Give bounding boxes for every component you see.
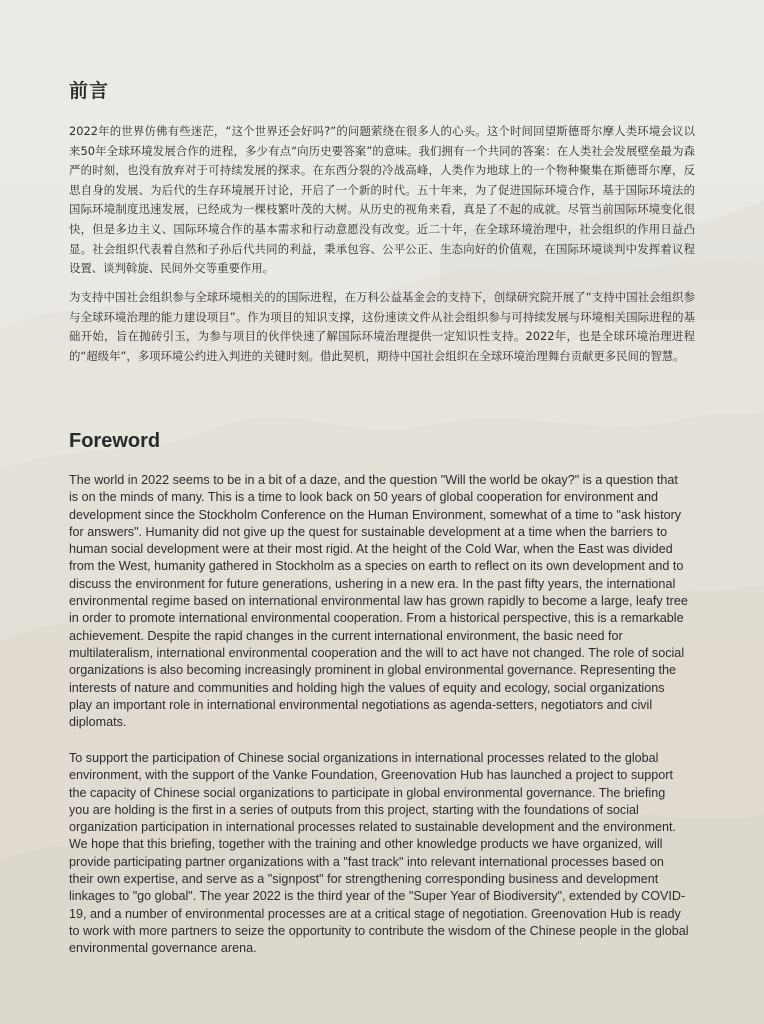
english-heading: Foreword (69, 430, 161, 452)
chinese-paragraph-1: 2022年的世界仿佛有些迷茫，“这个世界还会好吗?”的问题萦绕在很多人的心头。这个时间回望斯德哥尔摩人类环境会议以来50年全球环境发展合作的进程，多少有点“向历史要答案”的意味。我们拥有一个共同的答案：在人类社会发展壁垒最为森严的时刻，也没有放弃对于可持续发展的探求。在东西分裂的冷战高峰，人类作为地球上的一个物种聚集在斯德哥尔摩，反思自身的发展、为后代的生存环境展开讨论，开启了一个新的时代。五十年来，为了促进国际环境合作，基于国际环境法的国际环境制度迅速发展，已经成为一棵枝繁叶茂的大树。从历史的视角来看，真是了不起的成就。尽管当前国际环境变化很快，但是多边主义、国际环境合作的基本需求和行动意愿没有改变。近二十年，在全球环境治理中，社会组织的作用日益凸显。社会组织代表着自然和子孙后代共同的利益，秉承包容、公平公正、生态向好的价值观，在国际环境谈判中发挥着议程设置、谈判斡旋、民间外交等重要作用。 (69, 124, 695, 276)
chinese-paragraph-2: 为支持中国社会组织参与全球环境相关的的国际进程，在万科公益基金会的支持下，创绿研究院开展了“支持中国社会组织参与全球环境治理的能力建设项目”。作为项目的知识支撑，这份速读文件从社会组织参与可持续发展与环境相关国际进程的基础开始，旨在抛砖引玉，为参与项目的伙伴快速了解国际环境治理提供一定知识性支持。2022年，也是全球环境治理进程的“超级年”，多项环境公约进入判进的关键时刻。借此契机，期待中国社会组织在全球环境治理舞台贡献更多民间的智慧。 (69, 290, 695, 363)
chinese-heading: 前言 (69, 80, 110, 102)
english-paragraph-1: The world in 2022 seems to be in a bit of a daze, and the question "Will the world be okay?" is a question that is on the minds of many. This is a time to look back on 50 years of global cooperation for environment and development since the Stockholm Conference on the Human Environment, somewhat of a time to "ask history for answers". Humanity did not give up the quest for sustainable development at a time when the barriers to human social development were at their most rigid. At the height of the Cold War, when the East was divided from the West, humanity gathered in Stockholm as a species on earth to reflect on its own development and to discuss the environment for future generations, ushering in a new era. In the past fifty years, the international environmental regime based on international environmental law has grown rapidly to become a large, leafy tree in order to promote international environmental cooperation. From a historical perspective, this is a remarkable achievement. Despite the rapid changes in the current international environment, the basic need for multilateralism, international environmental cooperation and the will to act have not changed. The role of social organizations is also becoming increasingly prominent in global environmental governance. Representing the interests of nature and communities and holding high the values of equity and ecology, social organizations play an important role in international environmental negotiations as agenda-setters, negotiators and civil diplomats. (69, 473, 688, 730)
english-paragraph-2: To support the participation of Chinese social organizations in international processes related to the global environment, with the support of the Vanke Foundation, Greenovation Hub has launched a project to support the capacity of Chinese social organizations to participate in global environmental governance. The briefing you are holding is the first in a series of outputs from this project, starting with the foundations of social organization participation in international processes related to sustainable development and the environment. We hope that this briefing, together with the training and other knowledge products we have organized, will provide participating partner organizations with a "fast track" into relevant international processes based on their own expertise, and serve as a "signpost" for strengthening corresponding business and development linkages to "go global". The year 2022 is the third year of the "Super Year of Biodiversity", extended by COVID-19, and a number of environmental processes are at a critical stage of negotiation. Greenovation Hub is ready to work with more partners to seize the opportunity to contribute the wisdom of the Chinese people in the global environmental governance arena. (69, 751, 689, 956)
